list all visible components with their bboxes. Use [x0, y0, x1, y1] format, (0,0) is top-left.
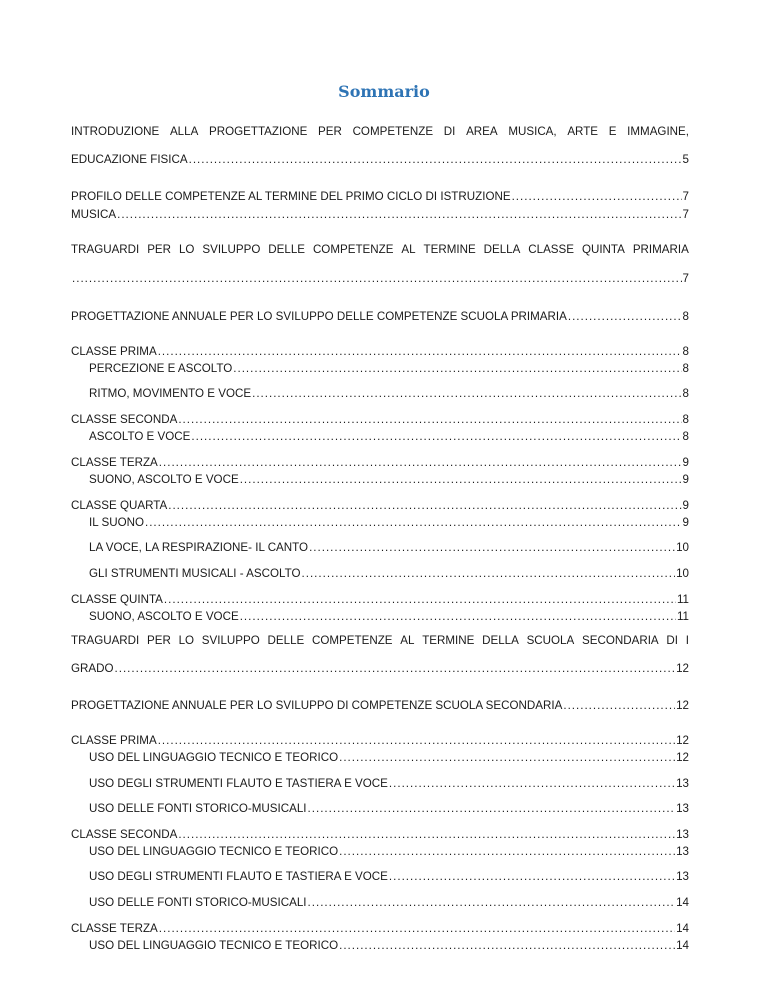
page-number: 13: [676, 845, 689, 858]
page-number: 14: [676, 939, 689, 952]
page-number: 9: [682, 516, 689, 529]
page-number: 8: [682, 413, 689, 426]
leader-dots: [159, 922, 675, 936]
page-number: 10: [676, 567, 689, 580]
page-number: 9: [682, 456, 689, 469]
page-number: 11: [676, 593, 689, 606]
page-number: 8: [682, 345, 689, 358]
toc-entry-s2-fonti[interactable]: USO DELLE FONTI STORICO-MUSICALI ..... 14: [89, 896, 689, 910]
toc-entry-traguardi-secondaria[interactable]: GRADO ..... 12: [71, 662, 689, 676]
leader-dots: [240, 610, 676, 624]
leader-dots: [178, 413, 681, 427]
toc-entry-intro-line1[interactable]: INTRODUZIONE ALLA PROGETTAZIONE PER COMPETENZE DI AREA MUSICA, ARTE E IMMAGINE,: [71, 125, 689, 138]
leader-dots: [240, 473, 682, 487]
page-number: 8: [682, 362, 689, 375]
leader-dots: [233, 362, 681, 376]
toc-entry-traguardi-primaria[interactable]: [71, 272, 689, 286]
page-number: 12: [676, 662, 689, 675]
toc-entry-p3-suono[interactable]: SUONO, ASCOLTO E VOCE ..... 9: [89, 473, 689, 487]
page-number: 14: [676, 896, 689, 909]
page-number: 9: [682, 473, 689, 486]
leader-dots: [168, 499, 681, 513]
leader-dots: [158, 345, 682, 359]
page-number: 8: [682, 310, 689, 323]
page-number: 8: [682, 430, 689, 443]
toc-entry-s-classe-terza[interactable]: CLASSE TERZA ..... 14: [71, 922, 689, 936]
leader-dots: [339, 939, 675, 953]
toc-entry-s-classe-seconda[interactable]: CLASSE SECONDA ..... 13: [71, 828, 689, 842]
page-number: 13: [676, 777, 689, 790]
toc-entry-profilo[interactable]: PROFILO DELLE COMPETENZE AL TERMINE DEL PRIMO CICLO DI ISTRUZIONE ..... 7: [71, 190, 689, 204]
leader-dots: [309, 541, 675, 555]
leader-dots: [178, 828, 675, 842]
leader-dots: [189, 153, 682, 167]
leader-dots: [145, 516, 682, 530]
leader-dots: [302, 567, 676, 581]
page-number: 5: [682, 153, 689, 166]
toc-entry-p-classe-quarta[interactable]: CLASSE QUARTA ..... 9: [71, 499, 689, 513]
toc-entry-s2-strumenti[interactable]: USO DEGLI STRUMENTI FLAUTO E TASTIERA E VOCE ..... 13: [89, 870, 689, 884]
page-number: 13: [676, 828, 689, 841]
toc-entry-prog-primaria[interactable]: PROGETTAZIONE ANNUALE PER LO SVILUPPO DELLE COMPETENZE SCUOLA PRIMARIA ..... 8: [71, 310, 689, 324]
page-number: 9: [682, 499, 689, 512]
leader-dots: [563, 699, 675, 713]
page-number: 7: [682, 272, 689, 285]
leader-dots: [159, 456, 682, 470]
leader-dots: [117, 208, 681, 222]
page-number: 12: [676, 751, 689, 764]
toc-entry-s1-linguaggio[interactable]: USO DEL LINGUAGGIO TECNICO E TEORICO ..... 12: [89, 751, 689, 765]
toc-entry-intro[interactable]: EDUCAZIONE FISICA ..... 5: [71, 153, 689, 167]
page-number: 8: [682, 387, 689, 400]
toc-entry-p4-voce[interactable]: LA VOCE, LA RESPIRAZIONE- IL CANTO ..... 10: [89, 541, 689, 555]
toc-entry-p-classe-seconda[interactable]: CLASSE SECONDA ..... 8: [71, 413, 689, 427]
leader-dots: [339, 845, 675, 859]
page-number: 10: [676, 541, 689, 554]
toc-entry-musica[interactable]: MUSICA ..... 7: [71, 208, 689, 222]
page-number: 13: [676, 802, 689, 815]
toc-entry-p4-suono[interactable]: IL SUONO ..... 9: [89, 516, 689, 530]
leader-dots: [164, 593, 676, 607]
toc-entry-p-classe-terza[interactable]: CLASSE TERZA ..... 9: [71, 456, 689, 470]
toc-entry-traguardi-primaria-line1[interactable]: TRAGUARDI PER LO SVILUPPO DELLE COMPETENZE AL TERMINE DELLA CLASSE QUINTA PRIMARIA: [71, 243, 689, 256]
leader-dots: [339, 751, 675, 765]
leader-dots: [389, 870, 675, 884]
leader-dots: [308, 802, 676, 816]
toc-entry-p-classe-prima[interactable]: CLASSE PRIMA ..... 8: [71, 345, 689, 359]
toc-entry-traguardi-secondaria-line1[interactable]: TRAGUARDI PER LO SVILUPPO DELLE COMPETENZE AL TERMINE DELLA SCUOLA SECONDARIA DI I: [71, 634, 689, 647]
toc-entry-p2-ascolto[interactable]: ASCOLTO E VOCE ..... 8: [89, 430, 689, 444]
leader-dots: [389, 777, 675, 791]
toc-entry-p1-percezione[interactable]: PERCEZIONE E ASCOLTO ..... 8: [89, 362, 689, 376]
leader-dots: [252, 387, 681, 401]
toc-entry-s-classe-prima[interactable]: CLASSE PRIMA ..... 12: [71, 734, 689, 748]
leader-dots: [512, 190, 682, 204]
page-number: 12: [676, 699, 689, 712]
leader-dots: [115, 662, 676, 676]
leader-dots: [72, 272, 682, 286]
toc-entry-p5-suono[interactable]: SUONO, ASCOLTO E VOCE ..... 11: [89, 610, 689, 624]
page-number: 13: [676, 870, 689, 883]
leader-dots: [568, 310, 682, 324]
toc-entry-p1-ritmo[interactable]: RITMO, MOVIMENTO E VOCE ..... 8: [89, 387, 689, 401]
page-number: 11: [676, 610, 689, 623]
toc-entry-s1-fonti[interactable]: USO DELLE FONTI STORICO-MUSICALI ..... 13: [89, 802, 689, 816]
page-number: 14: [676, 922, 689, 935]
toc-entry-p-classe-quinta[interactable]: CLASSE QUINTA ..... 11: [71, 593, 689, 607]
leader-dots: [158, 734, 675, 748]
toc-entry-prog-secondaria[interactable]: PROGETTAZIONE ANNUALE PER LO SVILUPPO DI COMPETENZE SCUOLA SECONDARIA ..... 12: [71, 699, 689, 713]
toc-entry-s3-linguaggio[interactable]: USO DEL LINGUAGGIO TECNICO E TEORICO ..... 14: [89, 939, 689, 953]
toc-title: Sommario: [338, 82, 430, 101]
page-number: 7: [682, 190, 689, 203]
page-number: 12: [676, 734, 689, 747]
leader-dots: [308, 896, 676, 910]
page-number: 7: [682, 208, 689, 221]
toc-entry-s1-strumenti[interactable]: USO DEGLI STRUMENTI FLAUTO E TASTIERA E VOCE ..... 13: [89, 777, 689, 791]
toc-entry-s2-linguaggio[interactable]: USO DEL LINGUAGGIO TECNICO E TEORICO ..... 13: [89, 845, 689, 859]
toc-entry-p4-strumenti[interactable]: GLI STRUMENTI MUSICALI - ASCOLTO ..... 10: [89, 567, 689, 581]
leader-dots: [191, 430, 681, 444]
